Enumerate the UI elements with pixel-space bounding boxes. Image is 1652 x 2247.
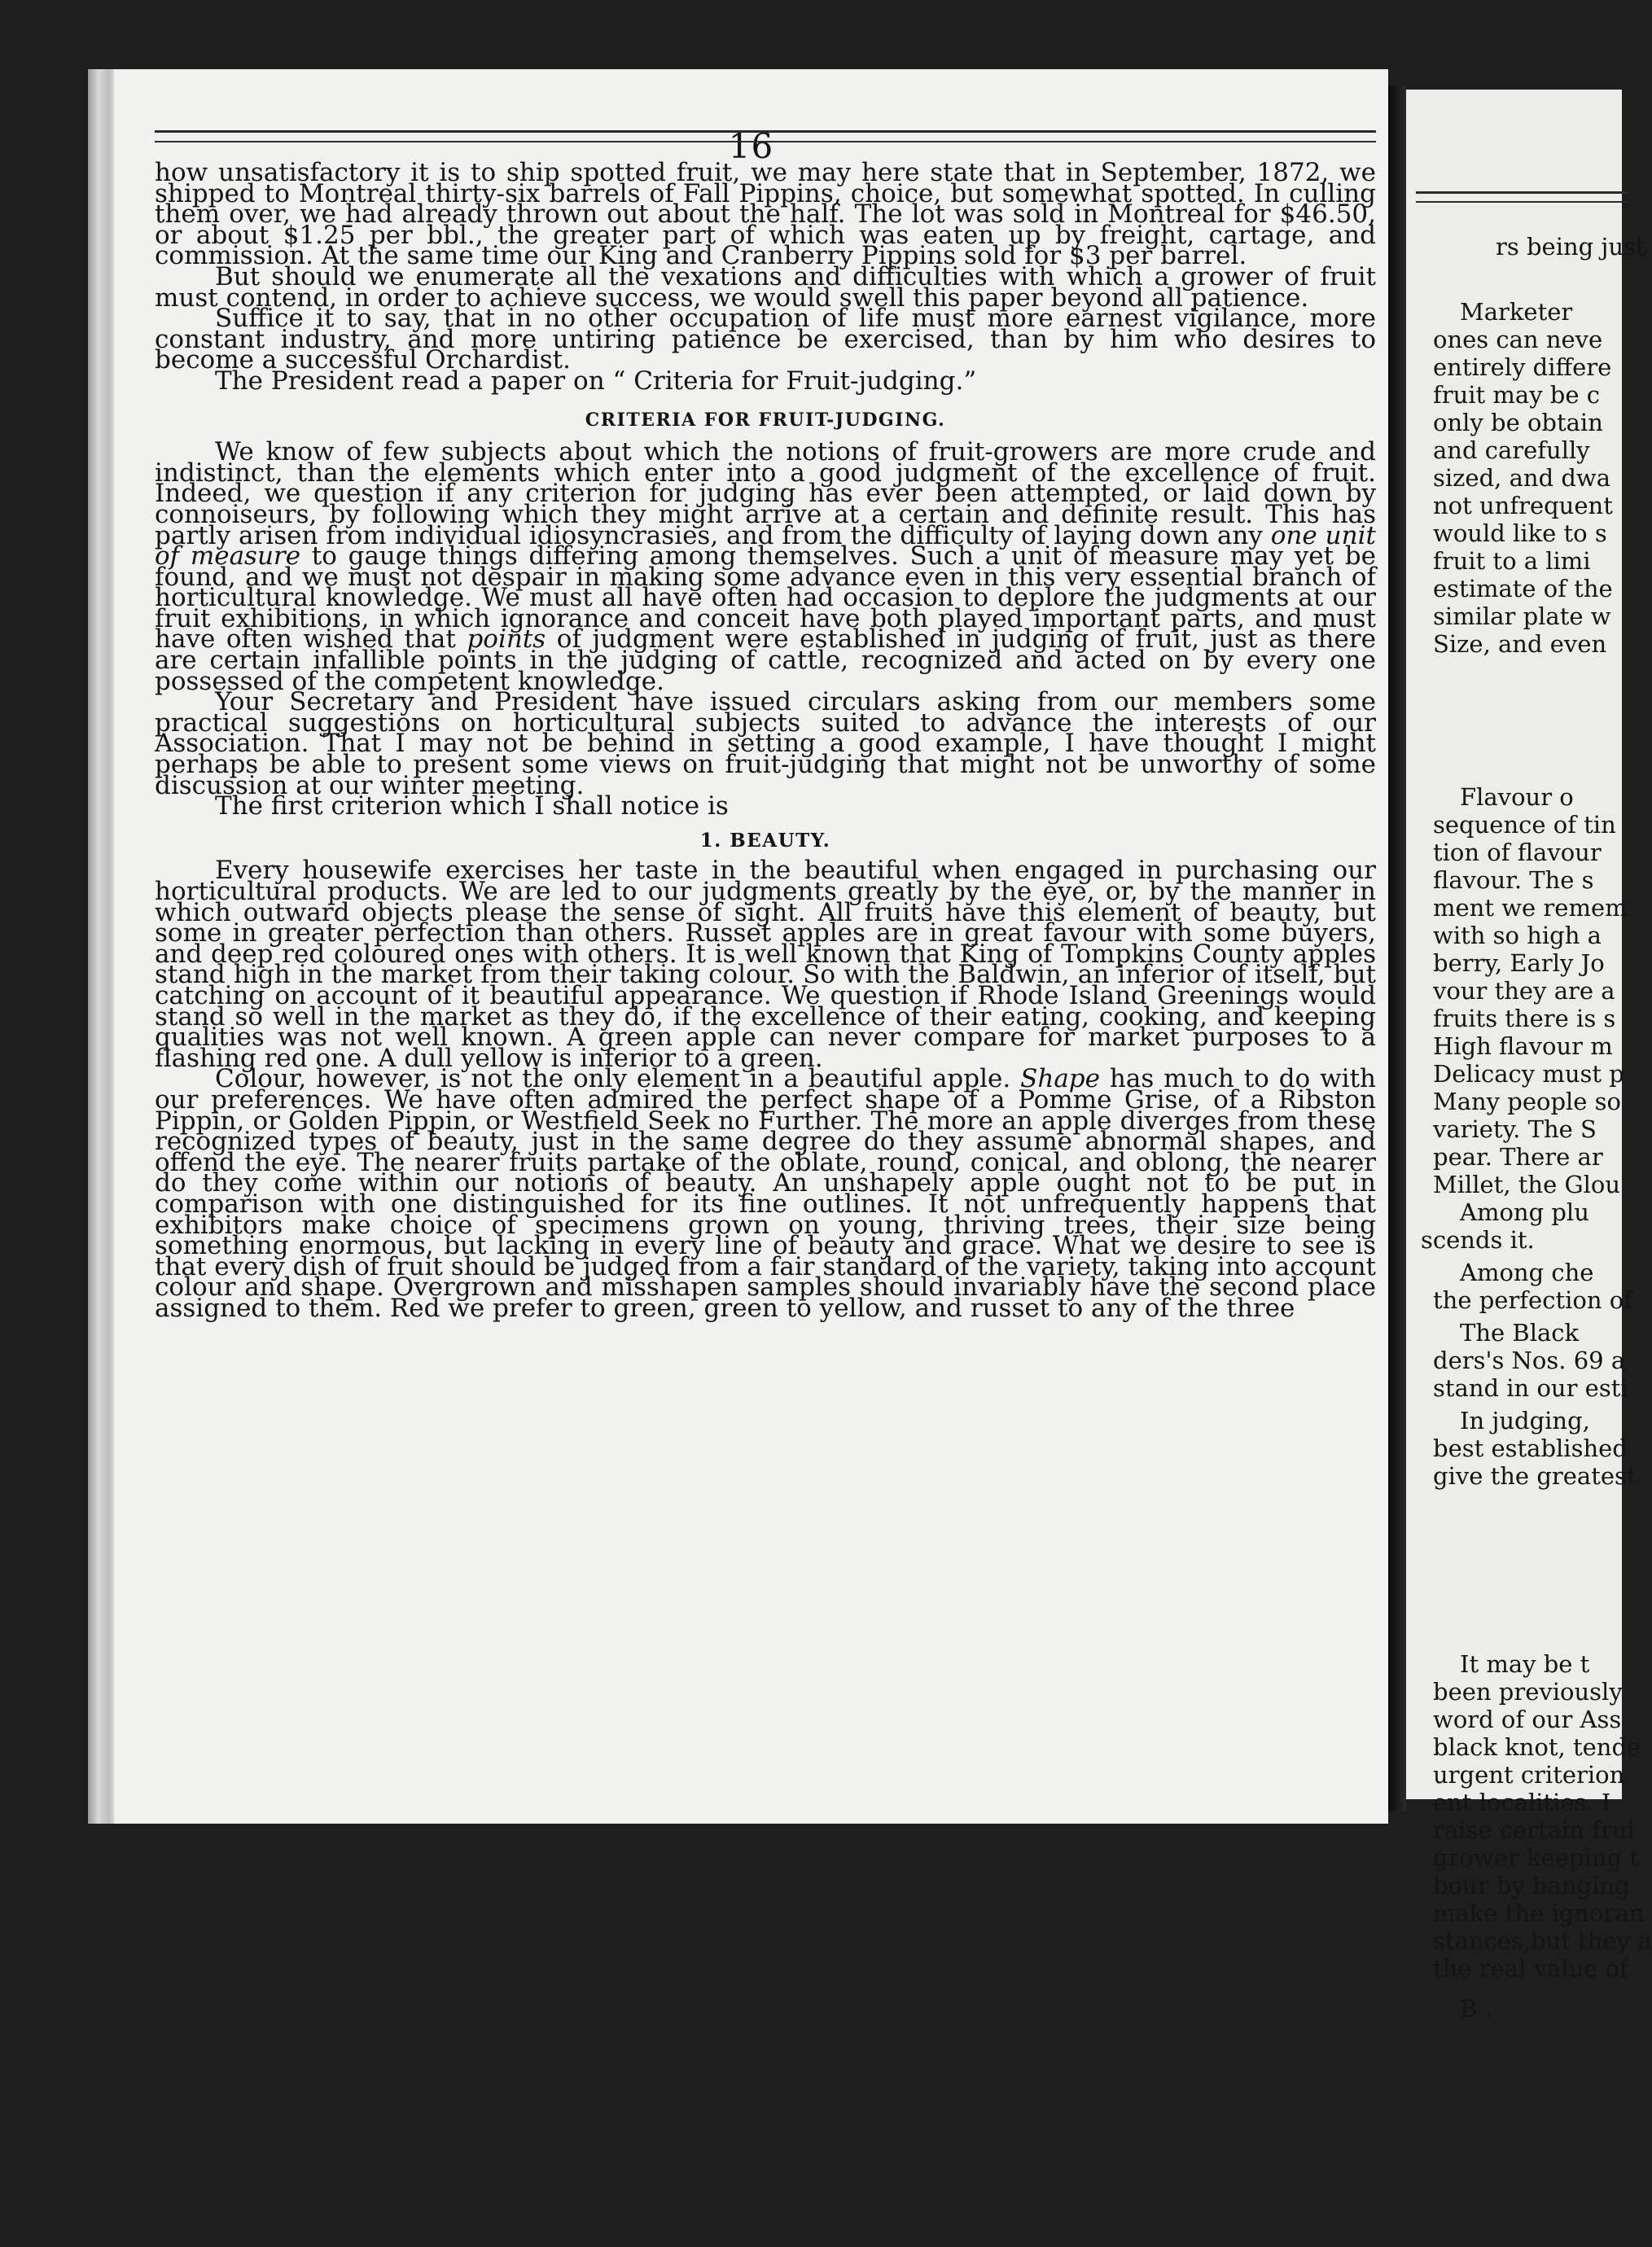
next-page-line: Among che [1460,1259,1594,1286]
next-page-line: ent localities. I [1433,1789,1611,1816]
next-page-line: In judging, [1460,1407,1590,1434]
next-page-line: similar plate w [1433,602,1611,630]
text-run: to gauge things differing among themselves. Such a unit of measure may yet be found, and we must not despair in making some advance even in this very essential branch of horticultural knowledge. We must all have often had occasion to deplore the judgments at our fruit exhibitions, in which ignorance and conceit have both played important parts, and must have often wished that [155,541,1376,655]
next-page-line: Delicacy must p [1433,1060,1624,1088]
next-page-line: Among plu [1460,1198,1589,1226]
next-page-line: entirely differe [1433,353,1612,381]
page-body-text [155,158,1376,1323]
text-run: of judgment were established in judging of fruit, just as there are certain infallible points in the judging of cattle, recognized and acted on by every one possessed of the competent knowledge. [155,624,1376,696]
next-page-line: fruits there is s [1433,1005,1616,1032]
next-page-line: only be obtain [1433,409,1603,436]
italic-run: one unit of measure [155,520,1376,572]
next-page-line: sized, and dwa [1433,464,1611,492]
paragraph-spotted-fruit: how unsatisfactory it is to ship spotted fruit, we may here state that in September, 1872, we shipped to Montreal thirty-six barrels of Fall Pippins, choice, but somewhat spotted. In culling them over, we had already thrown out about the half. The lot was sold in Montreal for $46.50, or about $1.25 per bbl., the greater part of which was eaten up by freight, cartage, and commission. At the same time our King and Cranberry Pippins sold for $3 per barrel. [155,158,1376,271]
next-page-line: stances,but they a [1433,1927,1652,1955]
next-page-line: The Black [1460,1319,1580,1347]
italic-run: Shape [1020,1064,1100,1094]
next-page-line: make the ignoran [1433,1899,1645,1927]
heading-criteria: CRITERIA FOR FRUIT-JUDGING. [585,409,946,431]
next-page-line: raise certain frui [1433,1816,1635,1844]
next-page-line: best established [1433,1434,1628,1462]
next-page-line: sequence of tin [1433,811,1616,839]
header-double-rule [155,130,1376,142]
paragraph-housewife: Every housewife exercises her taste in the beautiful when engaged in purchasing our horticultural products. We are led to our judgments greatly by the eye, or, by the manner in which outward objects please the sense of sight. All fruits have this element of beauty, but some in greater perfection than others. Russet apples are in great favour with some buyers, and deep red coloured ones with others. It is well known that King of Tompkins County apples stand high in the market from their taking colour. So with the Baldwin, an inferior of itself, but catching on account of it beautiful appearance. We question if Rhode Island Greenings would stand so well in the market as they do, if the excellence of their eating, cooking, and keeping qualities was not well known. A green apple can never compare for market purposes to a flashing red one. A dull yellow is inferior to a green. [155,856,1376,1073]
text-run: has much to do with our preferences. We have often admired the perfect shape of a Pomme Grise, of a Ribston Pippin, or Golden Pippin, or Westfield Seek no Further. The more an apple diverges from these recognized types of beauty, just in the same degree do they assume abnormal shapes, and offend the eye. The nearer fruits partake of the oblate, round, conical, and oblong, the nearer do they come within our notions of beauty. An unshapely apple ought not to be put in comparison with one distinguished for its fine outlines. It not unfrequently happens that exhibitors make choice of specimens grown on young, thriving trees, their size being something enormous, but lacking in every line of beauty and grace. What we desire to see is that every dish of fruit should be judged from a fair standard of the variety, taking into account colour and shape. Overgrown and misshapen samples should invariably have the second place assigned to them. Red we prefer to green, green to yellow, and russet to any of the three [155,1064,1376,1323]
next-page-line: vour they are a [1433,977,1615,1005]
paragraph-vexations: But should we enumerate all the vexations and difficulties with which a grower of fruit must contend, in order to achieve success, we would swell this paper beyond all patience. [155,261,1376,313]
next-page-line: Millet, the Glou [1433,1171,1621,1198]
heading-beauty: 1. BEAUTY. [699,829,831,852]
next-page-line: stand in our esti [1433,1374,1628,1402]
next-page-line: pear. There ar [1433,1143,1603,1171]
next-page-line: variety. The S [1433,1115,1597,1143]
next-page-line: fruit may be c [1433,381,1600,409]
paragraph-president-read: The President read a paper on “ Criteria for Fruit-judging.” [215,366,977,396]
next-page-line: would like to s [1433,519,1607,547]
next-page-line: ment we remem [1433,894,1628,922]
next-page-line: High flavour m [1433,1032,1613,1060]
next-page-line: Size, and even [1433,630,1607,658]
next-page-line: estimate of the [1433,575,1613,602]
next-page-line: not unfrequent [1433,492,1613,519]
paragraph-secretary: Your Secretary and President have issued circulars asking from our members some practical suggestions on horticultural subjects suited to advance the interests of our Association. That I may not be behind in setting a good example, I have thought I might perhaps be able to present some views on fruit-judging that might not be unworthy of some discussion at our winter meeting. [155,687,1376,800]
paragraph-first-criterion: The first criterion which I shall notice is [215,791,729,821]
next-page-line: the real value of [1433,1955,1628,1982]
next-page-line: give the greatest [1433,1462,1637,1490]
paragraph-few-subjects [155,437,1376,696]
next-page-line: fruit to a limi [1433,547,1591,575]
next-page-signature-mark: B . [1460,1995,1492,2022]
next-page-line: ders's Nos. 69 a [1433,1347,1626,1374]
next-page-line: rs being just [1496,233,1645,261]
next-page-line: Marketer [1460,298,1573,326]
next-page-line: urgent criterion [1433,1761,1625,1789]
next-page-line: bour by hanging [1433,1872,1630,1899]
page-number: 16 [728,126,774,166]
next-page-line: scends it. [1421,1226,1535,1254]
next-page-line: the perfection of [1433,1286,1632,1314]
page-gutter-shadow [1388,85,1406,1811]
italic-run: points [467,624,546,655]
book-binding-edge [88,69,117,1824]
next-page-line: tion of flavour [1433,839,1602,866]
header-double-rule-right [1416,191,1628,203]
next-page-line: grower keeping t [1433,1844,1639,1872]
next-page-line: Flavour o [1460,783,1574,811]
next-page-line: word of our Ass [1433,1706,1622,1733]
text-run: We know of few subjects about which the notions of fruit-growers are more crude and indistinct, than the elements which enter into a good judgment of the excellence of fruit. Indeed, we question if any criterion for judging has ever been attempted, or laid down by connoiseurs, by following which they might arrive at a certain and definite result. This has partly arisen from individual idiosyncrasies, and from the difficulty of laying down any [155,437,1376,550]
next-page-line: berry, Early Jo [1433,949,1605,977]
next-page-line: ones can neve [1433,326,1603,353]
next-page-line: with so high a [1433,922,1602,949]
next-page-line: Many people so [1433,1088,1622,1115]
paragraph-colour-shape [155,1064,1376,1323]
book-page-right-partial [1406,90,1652,2022]
next-page-line: and carefully [1433,436,1590,464]
next-page-line: flavour. The s [1433,866,1594,894]
paragraph-suffice: Suffice it to say, that in no other occupation of life must more earnest vigilance, more constant industry, and more untiring patience be exercised, than by him who desires to become a successful Orchardist. [155,304,1376,375]
next-page-line: black knot, tende [1433,1733,1641,1761]
next-page-line: been previously [1433,1678,1623,1706]
next-page-line: It may be t [1460,1650,1590,1678]
text-run: Colour, however, is not the only element in a beautiful apple. [215,1064,1021,1094]
